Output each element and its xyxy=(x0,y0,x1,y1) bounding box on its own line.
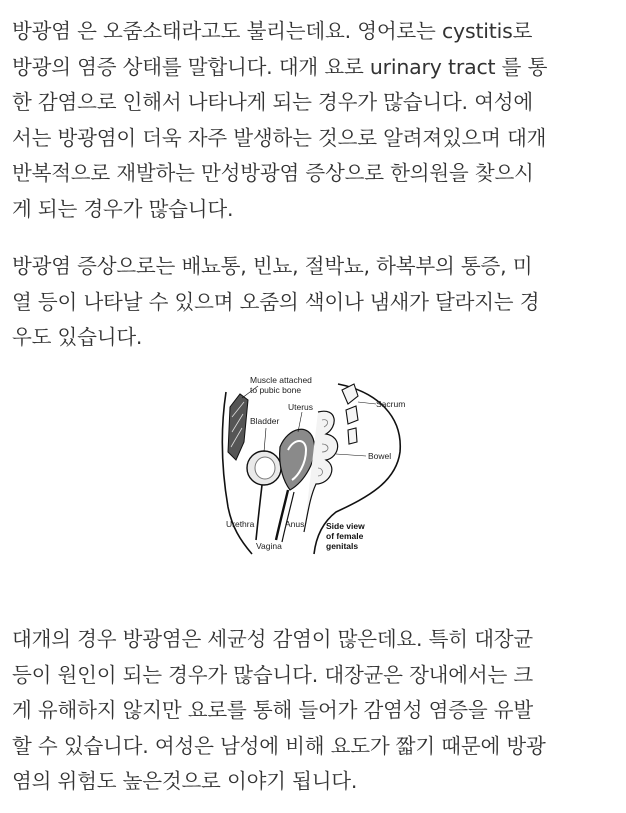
paragraph-line: 우도 있습니다. xyxy=(12,325,143,349)
paragraph-causes xyxy=(12,622,616,800)
paragraph-line: 할 수 있습니다. 여성은 남성에 비해 요도가 짧기 때문에 방광 xyxy=(12,733,546,758)
urethra-shape xyxy=(256,485,262,540)
paragraph-line: 게 되는 경우가 많습니다. xyxy=(12,196,234,221)
paragraph-line: 방광염 증상으로는 배뇨통, 빈뇨, 절박뇨, 하복부의 통증, 미 xyxy=(12,254,533,278)
paragraph-line: 반복적으로 재발하는 만성방광염 증상으로 한의원을 찾으시 xyxy=(12,161,534,185)
paragraph-line: 방광염 은 오줌소태라고도 불리는데요. 영어로는 cystitis로 xyxy=(12,19,533,43)
paragraph-intro xyxy=(12,14,616,227)
anatomy-illustration xyxy=(218,372,408,557)
label-muscle: Muscle attached xyxy=(250,375,312,385)
anatomy-figure xyxy=(218,372,408,557)
label-bowel: Bowel xyxy=(368,451,392,461)
label-bladder: Bladder xyxy=(250,416,280,426)
label-muscle-2: to pubic bone xyxy=(250,385,302,395)
label-sacrum: Sacrum xyxy=(376,399,406,409)
paragraph-line: 한 감염으로 인해서 나타나게 되는 경우가 많습니다. 여성에 xyxy=(12,90,534,114)
paragraph-line: 방광의 염증 상태를 말합니다. 대개 요로 urinary tract 를 통 xyxy=(12,54,548,79)
paragraph-line: 열 등이 나타날 수 있으며 오줌의 색이나 냄새가 달라지는 경 xyxy=(12,289,540,314)
label-vagina: Vagina xyxy=(256,541,282,551)
paragraph-line: 염의 위험도 높은것으로 이야기 됩니다. xyxy=(12,769,358,793)
paragraph-line: 등이 원인이 되는 경우가 많습니다. 대장균은 장내에서는 크 xyxy=(12,662,534,687)
label-uterus: Uterus xyxy=(288,402,314,412)
label-urethra: Urethra xyxy=(226,519,255,529)
pubic-muscle xyxy=(228,394,248,460)
label-anus: Anus xyxy=(285,519,305,529)
paragraph-line: 서는 방광염이 더욱 자주 발생하는 것으로 알려져있으며 대개 xyxy=(12,125,547,150)
paragraph-symptoms xyxy=(12,249,616,356)
figure-caption-3: genitals xyxy=(326,541,359,551)
paragraph-line: 대개의 경우 방광염은 세균성 감염이 많은데요. 특히 대장균 xyxy=(12,627,534,651)
sacrum-shape xyxy=(342,384,358,404)
uterus-shape xyxy=(280,429,315,490)
paragraph-line: 게 유해하지 않지만 요로를 통해 들어가 감염성 염증을 유발 xyxy=(12,698,534,722)
figure-caption-1: Side view xyxy=(326,521,365,531)
figure-caption-2: of female xyxy=(326,531,364,541)
